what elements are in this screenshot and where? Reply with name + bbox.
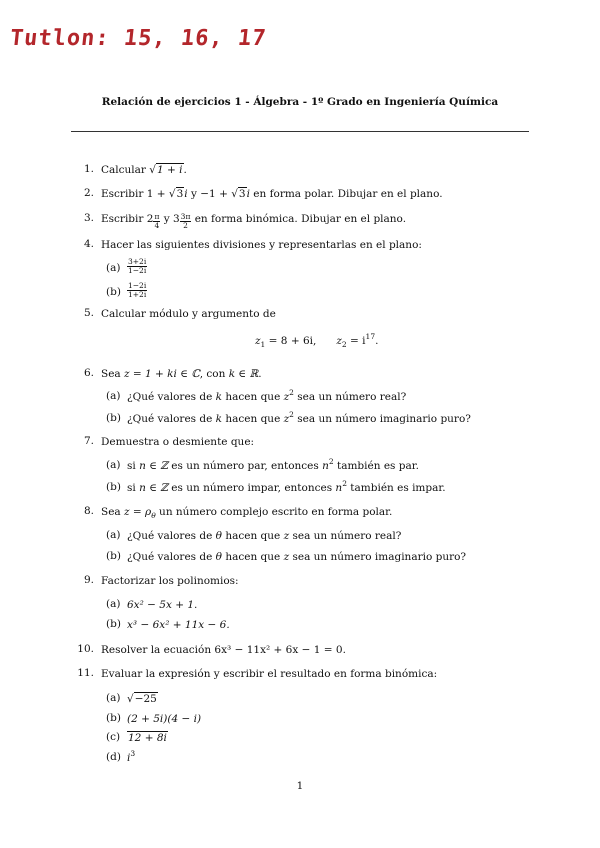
exercise-10: Resolver la ecuación 6x³ − 11x² + 6x − 1 = 0.: [101, 644, 346, 656]
exercise-3: Escribir 2 $\frac{\pi}{4}$ y 3 $\frac{3\pi}{2}$ en forma binómica. Dibujar en el plano.: [101, 212, 407, 230]
exercise-9a: 6x² − 5x + 1.: [127, 599, 198, 611]
exercise-6-number: 6.: [83, 367, 94, 379]
exercise-8a: ¿Qué valores de θ hacen que z sea un número real?: [127, 530, 402, 542]
exercise-6b: ¿Qué valores de k hacen que $z^2$ sea un número imaginario puro?: [127, 410, 471, 425]
title-divider: [71, 131, 529, 132]
exercise-5-number: 5.: [83, 307, 94, 319]
exercise-11: Evaluar la expresión y escribir el resultado en forma binómica:: [101, 668, 438, 680]
exercise-5: Calcular módulo y argumento de: [101, 308, 276, 320]
page-number: 1: [296, 780, 304, 792]
exercise-8b: ¿Qué valores de θ hacen que z sea un número imaginario puro?: [127, 551, 467, 563]
exercise-4: Hacer las siguientes divisiones y representarlas en el plano:: [101, 239, 422, 251]
exercise-9b: x³ − 6x² + 11x − 6.: [127, 619, 230, 631]
exercise-9: Factorizar los polinomios:: [101, 575, 239, 587]
exercise-11c-label: (c): [106, 731, 121, 743]
exercise-8a-label: (a): [106, 529, 121, 541]
exercise-3-number: 3.: [83, 212, 94, 224]
exercise-11-number: 11.: [77, 667, 94, 679]
exercise-6a: ¿Qué valores de k hacen que $z^2$ sea un número real?: [127, 388, 407, 403]
exercise-7b: si n ∈ ℤ es un número impar, entonces $n^2$ también es impar.: [127, 479, 446, 494]
exercise-4a-label: (a): [106, 262, 121, 274]
exercise-11b-label: (b): [106, 712, 121, 724]
exercise-4b-label: (b): [106, 286, 121, 298]
exercise-8b-label: (b): [106, 550, 121, 562]
exercise-1: Calcular √1 + i.: [101, 164, 187, 176]
exercise-9-number: 9.: [83, 574, 94, 586]
exercise-7: Demuestra o desmiente que:: [101, 436, 255, 448]
exercise-9b-label: (b): [106, 618, 121, 630]
exercise-10-number: 10.: [77, 643, 94, 655]
exercise-11d-label: (d): [106, 751, 121, 763]
exercise-5-equation: $z_1 = 8 + 6i$, $z_2 = i^{17}$.: [255, 332, 379, 349]
exercise-1-number: 1.: [83, 163, 94, 175]
exercise-2-number: 2.: [83, 187, 94, 199]
page-title: Relación de ejercicios 1 - Álgebra - 1º Grado en Ingeniería Química: [101, 96, 499, 108]
exercise-11a-label: (a): [106, 692, 121, 704]
exercise-7b-label: (b): [106, 481, 121, 493]
exercise-7a: si n ∈ ℤ es un número par, entonces $n^2$ también es par.: [127, 457, 419, 472]
exercise-11c: 12 + 8i: [128, 732, 167, 744]
exercise-7-number: 7.: [83, 435, 94, 447]
exercise-11a: √−25: [127, 693, 157, 705]
exercise-6b-label: (b): [106, 412, 121, 424]
exercise-7a-label: (a): [106, 459, 121, 471]
exercise-2: Escribir 1 + √3i y −1 + √3i en forma polar. Dibujar en el plano.: [101, 188, 443, 200]
exercise-11d: $i^3$: [127, 749, 136, 764]
exercise-4a-fraction: $\frac{3+2i}{1-2i}$: [128, 257, 147, 275]
exercise-9a-label: (a): [106, 598, 121, 610]
handwritten-note: Tutlon: 15, 16, 17: [8, 26, 268, 51]
exercise-8: Sea $z = \rho_\theta$ un número complejo escrito en forma polar.: [101, 506, 393, 520]
exercise-6a-label: (a): [106, 390, 121, 402]
exercise-8-number: 8.: [83, 505, 94, 517]
exercise-11b: (2 + 5i)(4 − i): [127, 713, 202, 725]
exercise-4b-fraction: $\frac{1-2i}{1+2i}$: [128, 281, 147, 299]
exercise-6: Sea z = 1 + ki ∈ ℂ, con k ∈ ℝ.: [101, 368, 262, 380]
exercise-4-number: 4.: [83, 238, 94, 250]
